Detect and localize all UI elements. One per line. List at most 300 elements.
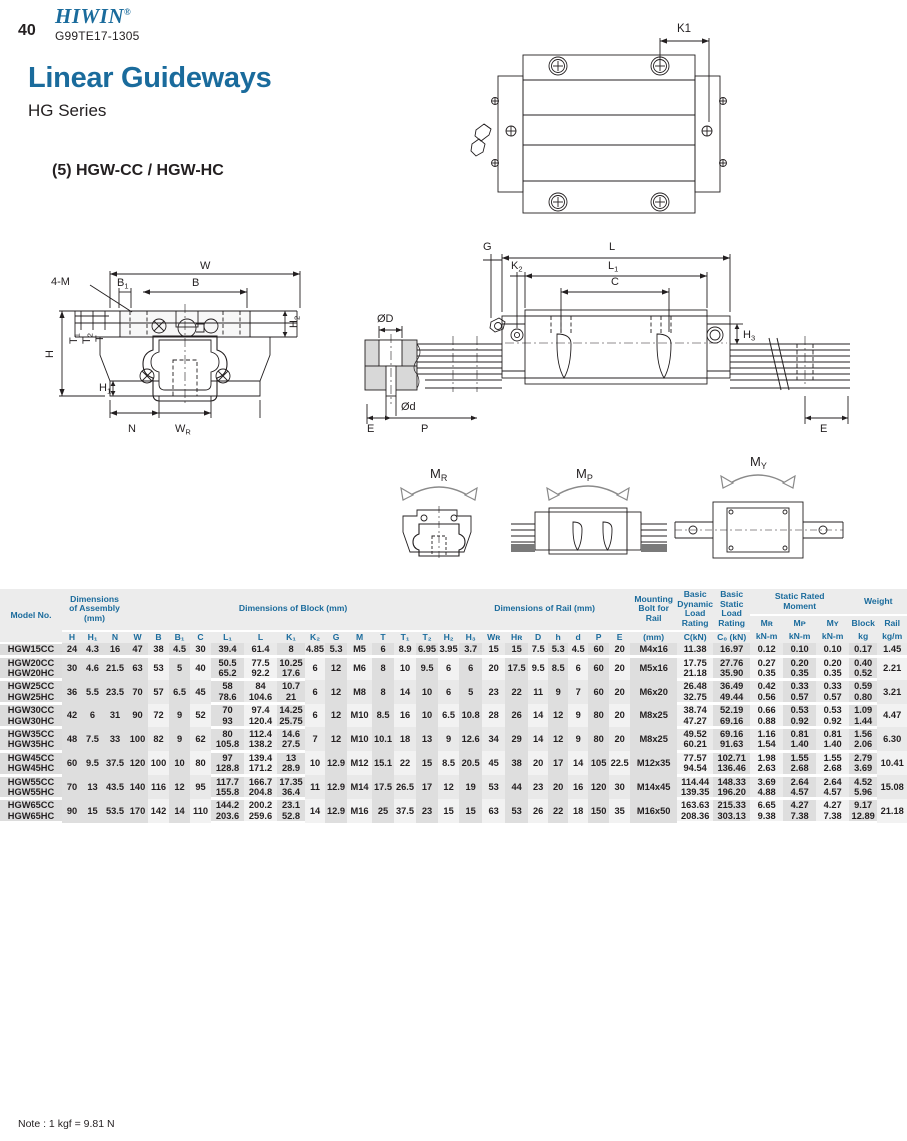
table-row xyxy=(0,704,907,716)
cell-K2: 14 xyxy=(305,799,325,823)
technical-drawings xyxy=(0,0,850,588)
cell-G: 12.9 xyxy=(325,775,347,799)
cell-rail-weight: 4.47 xyxy=(877,704,907,728)
document-code: G99TE17-1305 xyxy=(55,29,140,43)
cell-H2: 6 xyxy=(438,680,459,704)
header-row-symbols xyxy=(0,631,907,644)
cell-static-load: 69.16 xyxy=(713,716,750,728)
cell-K1: 25.75 xyxy=(277,716,305,728)
cell-H1: 4.6 xyxy=(82,656,103,680)
cell-L1: 50.5 xyxy=(211,656,244,668)
cell-MP: 2.64 xyxy=(783,775,816,787)
cell-model: HGW65CC xyxy=(0,799,62,811)
cell-h: 12 xyxy=(548,704,568,728)
cell-MY: 4.57 xyxy=(816,787,849,799)
cell-MR: 0.12 xyxy=(750,643,783,656)
label-N: N xyxy=(128,423,136,435)
cell-W: 170 xyxy=(127,799,148,823)
cell-MY: 0.81 xyxy=(816,727,849,739)
cell-static-load: 91.63 xyxy=(713,739,750,751)
cell-H1: 15 xyxy=(82,799,103,823)
cell-MY: 0.33 xyxy=(816,680,849,692)
cell-rail-weight: 2.21 xyxy=(877,656,907,680)
cell-D: 26 xyxy=(528,799,548,823)
table-row xyxy=(0,656,907,668)
cell-B: 72 xyxy=(148,704,169,728)
cell-P: 60 xyxy=(588,680,609,704)
block-cross-section-drawing xyxy=(35,248,335,438)
th-C: C xyxy=(190,631,211,644)
cell-d: 4.5 xyxy=(568,643,588,656)
cell-H: 90 xyxy=(62,799,82,823)
cell-H2: 8.5 xyxy=(438,751,459,775)
th-MR: Mʀ xyxy=(750,615,783,630)
cell-B: 82 xyxy=(148,727,169,751)
cell-static-load: 49.44 xyxy=(713,692,750,704)
cell-B1: 12 xyxy=(169,775,190,799)
cell-B1: 10 xyxy=(169,751,190,775)
cell-H3: 12.6 xyxy=(459,727,482,751)
cell-MR: 0.27 xyxy=(750,656,783,668)
cell-T1: 18 xyxy=(394,727,416,751)
cell-N: 21.5 xyxy=(103,656,127,680)
cell-B1: 6.5 xyxy=(169,680,190,704)
label-WR: $W_R$ xyxy=(175,423,191,437)
cell-L1: 128.8 xyxy=(211,763,244,775)
cell-block-weight: 1.56 xyxy=(849,727,877,739)
cell-MY: 0.57 xyxy=(816,692,849,704)
cell-N: 37.5 xyxy=(103,751,127,775)
cell-dynamic-load: 163.63 xyxy=(677,799,713,811)
th-B1: B₁ xyxy=(169,631,190,644)
cell-L1: 144.2 xyxy=(211,799,244,811)
cell-B1: 9 xyxy=(169,727,190,751)
cell-E: 20 xyxy=(609,643,630,656)
cell-MP: 0.10 xyxy=(783,643,816,656)
cell-MR: 0.66 xyxy=(750,704,783,716)
th-L1: L₁ xyxy=(211,631,244,644)
cell-static-load: 303.13 xyxy=(713,811,750,823)
label-Od: Ød xyxy=(401,401,416,413)
cell-H3: 15 xyxy=(459,799,482,823)
th-static-unit: C₀ (kN) xyxy=(713,631,750,644)
cell-D: 23 xyxy=(528,775,548,799)
rail-side-view-drawing xyxy=(365,238,850,438)
cell-H2: 6.5 xyxy=(438,704,459,728)
cell-HR: 44 xyxy=(505,775,528,799)
th-rail-unit: kg/m xyxy=(877,631,907,644)
cell-K1: 28.9 xyxy=(277,763,305,775)
cell-L: 259.6 xyxy=(244,811,277,823)
cell-M: M5 xyxy=(347,643,372,656)
cell-D: 14 xyxy=(528,704,548,728)
cell-T2: 23 xyxy=(416,799,438,823)
cell-B1: 14 xyxy=(169,799,190,823)
th-T: T xyxy=(372,631,394,644)
th-H: H xyxy=(62,631,82,644)
cell-K1: 10.25 xyxy=(277,656,305,668)
cell-P: 60 xyxy=(588,656,609,680)
cell-dynamic-load: 38.74 xyxy=(677,704,713,716)
cell-M: M10 xyxy=(347,704,372,728)
th-B: B xyxy=(148,631,169,644)
cell-HR: 22 xyxy=(505,680,528,704)
cell-static-load: 196.20 xyxy=(713,787,750,799)
table-body xyxy=(0,643,907,823)
cell-rail-weight: 6.30 xyxy=(877,727,907,751)
cell-T: 10.1 xyxy=(372,727,394,751)
cell-MY: 0.10 xyxy=(816,643,849,656)
cell-W: 100 xyxy=(127,727,148,751)
specifications-table-wrap xyxy=(0,589,904,824)
cell-block-weight: 1.44 xyxy=(849,716,877,728)
cell-B1: 9 xyxy=(169,704,190,728)
cell-d: 18 xyxy=(568,799,588,823)
cell-MR: 0.56 xyxy=(750,692,783,704)
cell-H3: 10.8 xyxy=(459,704,482,728)
cell-H2: 12 xyxy=(438,775,459,799)
cell-H1: 6 xyxy=(82,704,103,728)
cell-T1: 26.5 xyxy=(394,775,416,799)
cell-HR: 26 xyxy=(505,704,528,728)
cell-B: 142 xyxy=(148,799,169,823)
label-E-right: E xyxy=(820,423,828,435)
cell-T2: 15 xyxy=(416,751,438,775)
cell-d: 16 xyxy=(568,775,588,799)
registered-mark: ® xyxy=(124,7,132,17)
cell-K1: 52.8 xyxy=(277,811,305,823)
label-H3: $H_3$ xyxy=(743,329,756,343)
cell-rail-weight: 10.41 xyxy=(877,751,907,775)
cell-MY: 2.68 xyxy=(816,763,849,775)
cell-L1: 97 xyxy=(211,751,244,763)
cell-model: HGW15CC xyxy=(0,643,62,656)
cell-model: HGW45CC xyxy=(0,751,62,763)
th-D: D xyxy=(528,631,548,644)
th-K2: K₂ xyxy=(305,631,325,644)
th-block-group: Dimensions of Block (mm) xyxy=(127,589,459,631)
label-K2: $K_2$ xyxy=(511,260,523,274)
th-P: P xyxy=(588,631,609,644)
table-head xyxy=(0,589,907,643)
cell-block-weight: 2.79 xyxy=(849,751,877,763)
cell-L: 92.2 xyxy=(244,668,277,680)
cell-K2: 6 xyxy=(305,704,325,728)
cell-P: 80 xyxy=(588,704,609,728)
cell-model: HGW35HC xyxy=(0,739,62,751)
cell-MR: 1.98 xyxy=(750,751,783,763)
cell-M: M10 xyxy=(347,727,372,751)
cell-P: 80 xyxy=(588,727,609,751)
cell-MR: 3.69 xyxy=(750,775,783,787)
page-number: 40 xyxy=(18,22,36,39)
cell-K1: 23.1 xyxy=(277,799,305,811)
cell-L: 112.4 xyxy=(244,727,277,739)
cell-N: 43.5 xyxy=(103,775,127,799)
cell-H: 36 xyxy=(62,680,82,704)
cell-block-weight: 2.06 xyxy=(849,739,877,751)
cell-MR: 9.38 xyxy=(750,811,783,823)
th-bolt-unit: (mm) xyxy=(630,631,677,644)
cell-M: M8 xyxy=(347,680,372,704)
label-MR: $M_R$ xyxy=(430,466,448,483)
cell-L: 171.2 xyxy=(244,763,277,775)
cell-B: 100 xyxy=(148,751,169,775)
cell-L1: 155.8 xyxy=(211,787,244,799)
cell-M: M14 xyxy=(347,775,372,799)
th-moment-group: Static Rated Moment xyxy=(750,589,849,615)
th-h: h xyxy=(548,631,568,644)
cell-K1: 27.5 xyxy=(277,739,305,751)
cell-h: 22 xyxy=(548,799,568,823)
cell-HR: 17.5 xyxy=(505,656,528,680)
cell-K1: 17.6 xyxy=(277,668,305,680)
cell-h: 9 xyxy=(548,680,568,704)
cell-T2: 13 xyxy=(416,727,438,751)
cell-T2: 6.95 xyxy=(416,643,438,656)
cell-H3: 3.7 xyxy=(459,643,482,656)
th-K1: K₁ xyxy=(277,631,305,644)
cell-L: 84 xyxy=(244,680,277,692)
cell-d: 6 xyxy=(568,656,588,680)
cell-B: 116 xyxy=(148,775,169,799)
cell-W: 47 xyxy=(127,643,148,656)
cell-G: 5.3 xyxy=(325,643,347,656)
cell-E: 35 xyxy=(609,799,630,823)
cell-L: 139.4 xyxy=(244,751,277,763)
th-N: N xyxy=(103,631,127,644)
cell-d: 7 xyxy=(568,680,588,704)
cell-K1: 21 xyxy=(277,692,305,704)
cell-H1: 7.5 xyxy=(82,727,103,751)
cell-MP: 1.40 xyxy=(783,739,816,751)
cell-H2: 6 xyxy=(438,656,459,680)
cell-P: 120 xyxy=(588,775,609,799)
cell-model: HGW55HC xyxy=(0,787,62,799)
label-G: G xyxy=(483,241,492,253)
brand-name: HIWIN xyxy=(55,4,125,28)
th-MY: Mʏ xyxy=(816,615,849,630)
cell-T: 25 xyxy=(372,799,394,823)
cell-W: 140 xyxy=(127,775,148,799)
label-OD: ØD xyxy=(377,313,394,325)
cell-N: 16 xyxy=(103,643,127,656)
label-H1: $H_1$ xyxy=(99,382,112,396)
cell-L: 204.8 xyxy=(244,787,277,799)
cell-T1: 10 xyxy=(394,656,416,680)
cell-MY: 0.92 xyxy=(816,716,849,728)
cell-T: 17.5 xyxy=(372,775,394,799)
cell-MY: 0.53 xyxy=(816,704,849,716)
cell-MR: 6.65 xyxy=(750,799,783,811)
cell-d: 9 xyxy=(568,727,588,751)
cell-MR: 2.63 xyxy=(750,763,783,775)
cell-T: 6 xyxy=(372,643,394,656)
cell-MY: 7.38 xyxy=(816,811,849,823)
cell-L: 120.4 xyxy=(244,716,277,728)
table-row xyxy=(0,727,907,739)
th-W: W xyxy=(127,631,148,644)
th-block-unit: kg xyxy=(849,631,877,644)
specifications-table xyxy=(0,589,907,824)
cell-H1: 13 xyxy=(82,775,103,799)
cell-MR: 4.88 xyxy=(750,787,783,799)
cell-model: HGW30CC xyxy=(0,704,62,716)
cell-mounting-bolt: M6x20 xyxy=(630,680,677,704)
page-subtitle: HG Series xyxy=(28,101,107,120)
cell-MP: 7.38 xyxy=(783,811,816,823)
cell-T2: 10 xyxy=(416,704,438,728)
cell-B: 57 xyxy=(148,680,169,704)
cell-N: 31 xyxy=(103,704,127,728)
cell-E: 22.5 xyxy=(609,751,630,775)
th-rail-group: Dimensions of Rail (mm) xyxy=(459,589,630,631)
cell-T1: 16 xyxy=(394,704,416,728)
cell-H3: 5 xyxy=(459,680,482,704)
cell-model: HGW30HC xyxy=(0,716,62,728)
cell-WR: 28 xyxy=(482,704,505,728)
th-WR: Wʀ xyxy=(482,631,505,644)
cell-h: 5.3 xyxy=(548,643,568,656)
cell-T: 8 xyxy=(372,680,394,704)
cell-B1: 4.5 xyxy=(169,643,190,656)
cell-K2: 11 xyxy=(305,775,325,799)
cell-B: 53 xyxy=(148,656,169,680)
cell-C: 62 xyxy=(190,727,211,751)
table-row xyxy=(0,643,907,656)
cell-h: 12 xyxy=(548,727,568,751)
cell-M: M6 xyxy=(347,656,372,680)
cell-H1: 5.5 xyxy=(82,680,103,704)
cell-L1: 105.8 xyxy=(211,739,244,751)
cell-M: M12 xyxy=(347,751,372,775)
cell-static-load: 136.46 xyxy=(713,763,750,775)
cell-W: 70 xyxy=(127,680,148,704)
cell-G: 12.9 xyxy=(325,751,347,775)
cell-MY: 1.55 xyxy=(816,751,849,763)
cell-H: 30 xyxy=(62,656,82,680)
cell-T1: 8.9 xyxy=(394,643,416,656)
cell-MP: 4.27 xyxy=(783,799,816,811)
cell-K1: 36.4 xyxy=(277,787,305,799)
cell-G: 12 xyxy=(325,680,347,704)
th-weight-group: Weight xyxy=(849,589,907,615)
block-top-view-drawing xyxy=(470,18,840,233)
cell-K2: 4.85 xyxy=(305,643,325,656)
cell-K1: 14.25 xyxy=(277,704,305,716)
cell-model: HGW45HC xyxy=(0,763,62,775)
cell-block-weight: 5.96 xyxy=(849,787,877,799)
table-row xyxy=(0,751,907,763)
th-bolt-group: Mounting Bolt for Rail xyxy=(630,589,677,631)
cell-L: 166.7 xyxy=(244,775,277,787)
cell-T: 8.5 xyxy=(372,704,394,728)
th-weight-rail: Rail xyxy=(877,615,907,630)
cell-MY: 2.64 xyxy=(816,775,849,787)
cell-C: 30 xyxy=(190,643,211,656)
cell-H1: 9.5 xyxy=(82,751,103,775)
th-E: E xyxy=(609,631,630,644)
cell-K2: 10 xyxy=(305,751,325,775)
cell-dynamic-load: 21.18 xyxy=(677,668,713,680)
cell-static-load: 35.90 xyxy=(713,668,750,680)
cell-model: HGW35CC xyxy=(0,727,62,739)
cell-MP: 0.33 xyxy=(783,680,816,692)
cell-MR: 0.42 xyxy=(750,680,783,692)
cell-d: 14 xyxy=(568,751,588,775)
label-E-left: E xyxy=(367,423,375,435)
th-model: Model No. xyxy=(0,589,62,643)
cell-K2: 6 xyxy=(305,656,325,680)
cell-T1: 37.5 xyxy=(394,799,416,823)
th-dynamic-unit: C(kN) xyxy=(677,631,713,644)
cell-dynamic-load: 32.75 xyxy=(677,692,713,704)
cell-L1: 58 xyxy=(211,680,244,692)
cell-K2: 7 xyxy=(305,727,325,751)
cell-L1: 78.6 xyxy=(211,692,244,704)
cell-T: 15.1 xyxy=(372,751,394,775)
th-MP: Mᴘ xyxy=(783,615,816,630)
cell-dynamic-load: 139.35 xyxy=(677,787,713,799)
cell-T1: 22 xyxy=(394,751,416,775)
cell-dynamic-load: 47.27 xyxy=(677,716,713,728)
cell-B: 38 xyxy=(148,643,169,656)
cell-MP: 1.55 xyxy=(783,751,816,763)
cell-G: 12 xyxy=(325,727,347,751)
th-MR-unit: kN-m xyxy=(750,631,783,644)
th-weight-block: Block xyxy=(849,615,877,630)
label-B1: $B_1$ xyxy=(117,277,129,291)
cell-dynamic-load: 114.44 xyxy=(677,775,713,787)
th-G: G xyxy=(325,631,347,644)
cell-block-weight: 4.52 xyxy=(849,775,877,787)
label-P: P xyxy=(421,423,429,435)
cell-dynamic-load: 77.57 xyxy=(677,751,713,763)
cell-HR: 15 xyxy=(505,643,528,656)
cell-model: HGW20HC xyxy=(0,668,62,680)
cell-H2: 9 xyxy=(438,727,459,751)
cell-H1: 4.3 xyxy=(82,643,103,656)
cell-block-weight: 9.17 xyxy=(849,799,877,811)
cell-MP: 0.57 xyxy=(783,692,816,704)
cell-K1: 13 xyxy=(277,751,305,763)
cell-static-load: 102.71 xyxy=(713,751,750,763)
label-L1: $L_1$ xyxy=(608,260,619,274)
cell-MY: 0.35 xyxy=(816,668,849,680)
cell-L1: 117.7 xyxy=(211,775,244,787)
moment-diagrams xyxy=(375,452,845,580)
cell-D: 20 xyxy=(528,751,548,775)
cell-h: 8.5 xyxy=(548,656,568,680)
cell-N: 33 xyxy=(103,727,127,751)
cell-mounting-bolt: M4x16 xyxy=(630,643,677,656)
cell-K2: 6 xyxy=(305,680,325,704)
cell-MY: 4.27 xyxy=(816,799,849,811)
cell-MP: 4.57 xyxy=(783,787,816,799)
cell-WR: 45 xyxy=(482,751,505,775)
th-H3: H₃ xyxy=(459,631,482,644)
cell-mounting-bolt: M8x25 xyxy=(630,727,677,751)
cell-L: 138.2 xyxy=(244,739,277,751)
cell-MR: 0.35 xyxy=(750,668,783,680)
cell-dynamic-load: 11.38 xyxy=(677,643,713,656)
cell-E: 20 xyxy=(609,727,630,751)
cell-mounting-bolt: M14x45 xyxy=(630,775,677,799)
th-MY-unit: kN-m xyxy=(816,631,849,644)
cell-D: 11 xyxy=(528,680,548,704)
cell-mounting-bolt: M5x16 xyxy=(630,656,677,680)
cell-mounting-bolt: M16x50 xyxy=(630,799,677,823)
